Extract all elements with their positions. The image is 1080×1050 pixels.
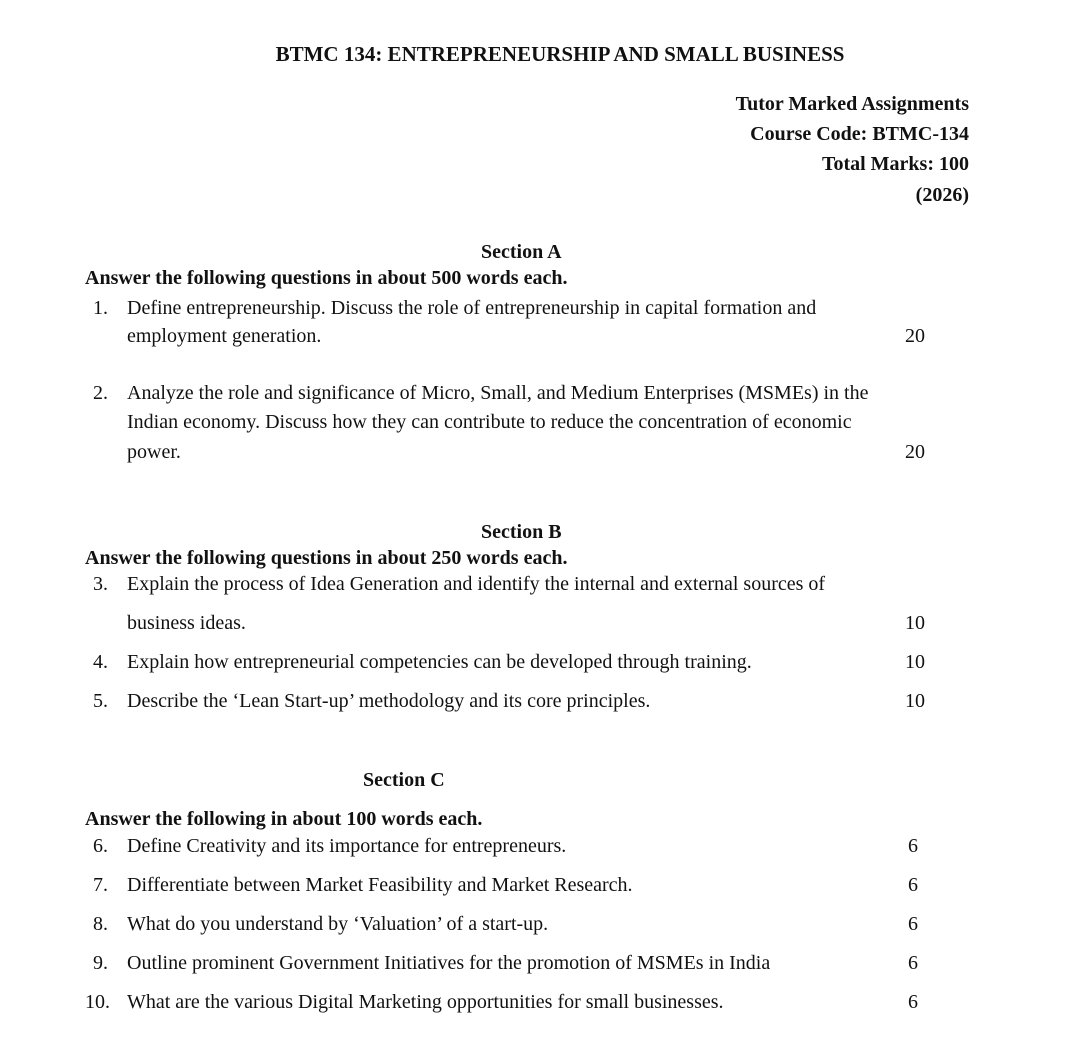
question-marks: 20 [905, 325, 925, 347]
course-code: Course Code: BTMC-134 [750, 123, 969, 145]
question-marks: 6 [908, 913, 918, 935]
section-c-instruction: Answer the following in about 100 words each. [85, 808, 483, 830]
question-number: 1. [93, 297, 108, 319]
question-marks: 6 [908, 952, 918, 974]
question-text: Define entrepreneurship. Discuss the role of entrepreneurship in capital formation and [127, 297, 817, 319]
question-number: 4. [93, 651, 108, 673]
question-number: 10. [85, 991, 110, 1013]
section-b-heading: Section B [481, 521, 562, 543]
question-number: 8. [93, 913, 108, 935]
question-marks: 6 [908, 874, 918, 896]
question-text: What do you understand by ‘Valuation’ of a start-up. [127, 913, 549, 935]
question-text: Describe the ‘Lean Start-up’ methodology and its core principles. [127, 690, 651, 712]
question-text: power. [127, 441, 181, 463]
question-text: Explain how entrepreneurial competencies can be developed through training. [127, 651, 752, 673]
question-number: 9. [93, 952, 108, 974]
question-text: employment generation. [127, 325, 322, 347]
question-text: Outline prominent Government Initiatives for the promotion of MSMEs in India [127, 952, 771, 974]
assignment-type: Tutor Marked Assignments [735, 93, 969, 115]
question-marks: 10 [905, 612, 925, 634]
section-c-heading: Section C [363, 769, 445, 791]
question-number: 2. [93, 382, 108, 404]
section-b-instruction: Answer the following questions in about 250 words each. [85, 547, 568, 569]
year: (2026) [915, 184, 969, 206]
question-number: 7. [93, 874, 108, 896]
question-number: 5. [93, 690, 108, 712]
question-text: Indian economy. Discuss how they can contribute to reduce the concentration of economic [127, 411, 852, 433]
question-marks: 6 [908, 991, 918, 1013]
question-text: Analyze the role and significance of Micro, Small, and Medium Enterprises (MSMEs) in the [127, 382, 869, 404]
question-marks: 6 [908, 835, 918, 857]
question-marks: 20 [905, 441, 925, 463]
question-number: 3. [93, 573, 108, 595]
question-text: Define Creativity and its importance for entrepreneurs. [127, 835, 567, 857]
question-text: business ideas. [127, 612, 246, 634]
question-text: Explain the process of Idea Generation and identify the internal and external sources of [127, 573, 826, 595]
question-marks: 10 [905, 651, 925, 673]
total-marks: Total Marks: 100 [821, 153, 969, 175]
question-number: 6. [93, 835, 108, 857]
question-text: Differentiate between Market Feasibility and Market Research. [127, 874, 633, 896]
section-a-heading: Section A [481, 241, 562, 263]
question-marks: 10 [905, 690, 925, 712]
document-title: BTMC 134: ENTREPRENEURSHIP AND SMALL BUSINESS [275, 42, 845, 66]
question-text: What are the various Digital Marketing opportunities for small businesses. [127, 991, 724, 1013]
section-a-instruction: Answer the following questions in about 500 words each. [85, 267, 568, 289]
